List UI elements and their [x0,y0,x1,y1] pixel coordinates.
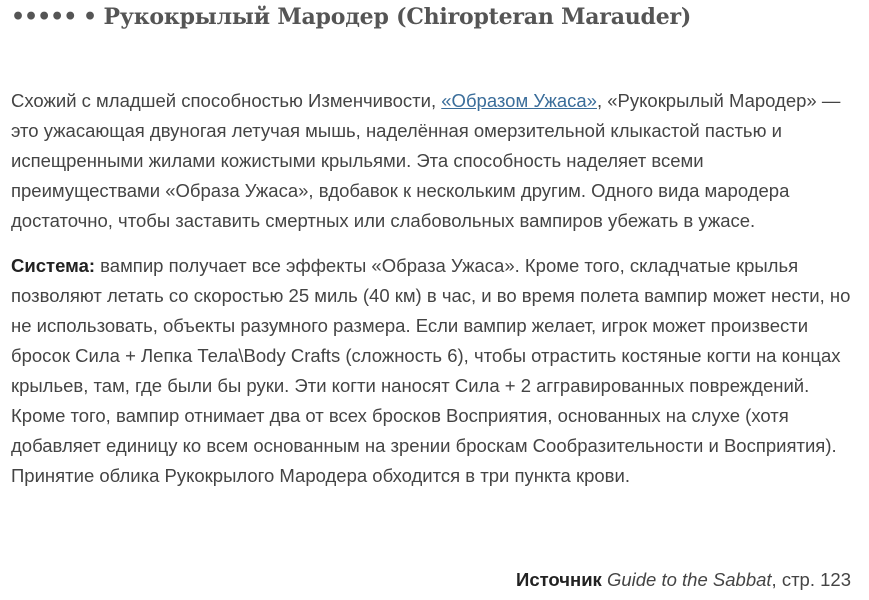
system-paragraph [11,251,851,491]
power-heading [11,0,851,33]
system-text: вампир получает все эффекты «Образа Ужаса». Кроме того, складчатые крылья позволяют летать со скоростью 25 миль (40 км) в час, и во время полета вампир может нести, но не использовать, объекты разумного размера. Если вампир желает, игрок может произвести бросок Сила + Лепка Тела\Body Crafts (сложность 6), чтобы отрастить костяные когти на концах крыльев, там, где были бы руки. Эти когти наносят Сила + 2 аггравированных повреждений. Кроме того, вампир отнимает два от всех бросков Восприятия, основанных на слухе (хотя добавляет единицу ко всем основанным на зрении броскам Сообразительности и Восприятия). Принятие облика Рукокрылого Мародера обходится в три пункта крови. [11,255,851,486]
article [11,0,851,491]
source-book: Guide to the Sabbat [606,569,772,590]
intro-text-after-link: , «Рукокрылый Мародер» — это ужасающая двуногая летучая мышь, наделённая омерзительной клыкастой пастью и испещренными жилами кожистыми крыльями. Эта способность наделяет всеми преимуществами «Образа Ужаса», вдобавок к нескольким другим. Одного вида мародера достаточно, чтобы заставить смертных или слабовольных вампиров убежать в ужасе. [11,90,841,231]
intro-text-before-link: Схожий с младшей способностью Изменчивости, [11,90,442,111]
system-label: Система: [11,255,96,276]
power-level-dots: ••••• • [11,4,97,30]
power-title: Рукокрылый Мародер (Chiropteran Marauder) [103,4,692,30]
source-label: Источник [516,569,602,590]
source-page: , стр. 123 [771,569,851,590]
source-citation [516,565,851,595]
horrid-form-link[interactable]: «Образом Ужаса» [441,90,597,111]
intro-paragraph [11,86,851,236]
